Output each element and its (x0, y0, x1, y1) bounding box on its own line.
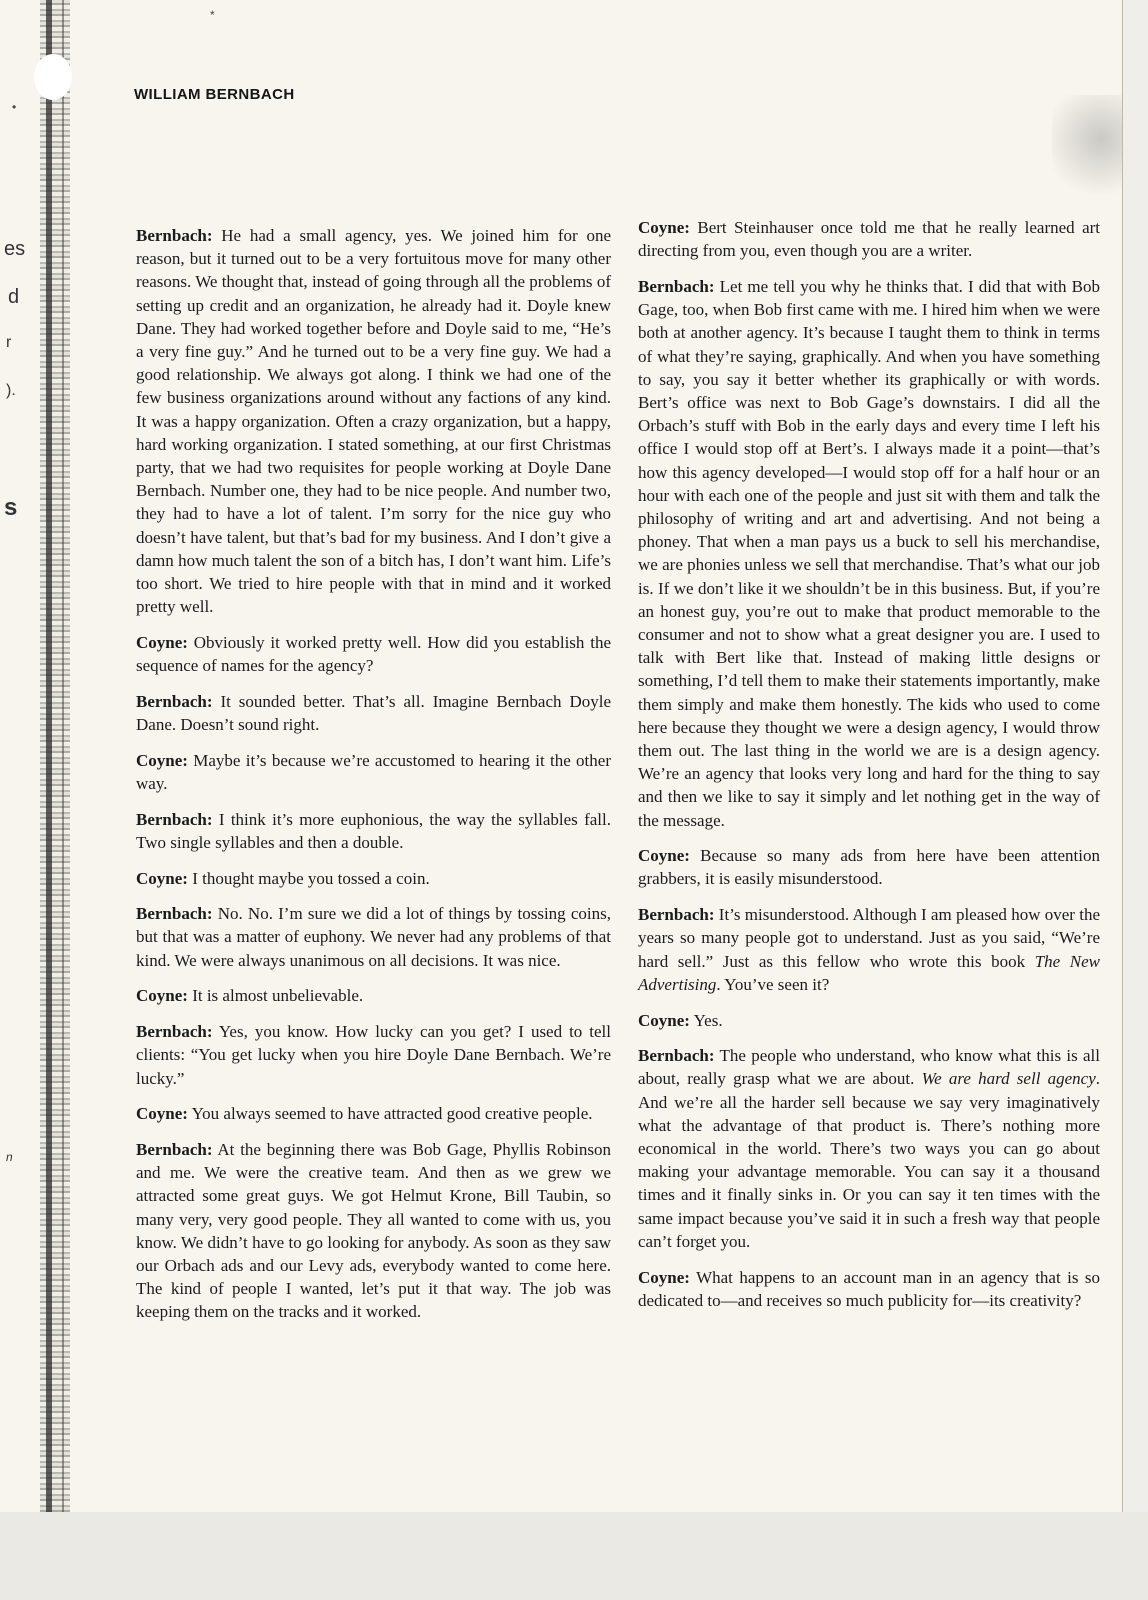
speaker: Bernbach: (136, 1022, 213, 1042)
dialogue-paragraph (136, 224, 611, 618)
margin-fragment: d (8, 286, 20, 308)
speaker: Coyne: (136, 868, 188, 888)
speaker: Coyne: (136, 750, 188, 770)
dialogue-text: It sounded better. That’s all. Imagine Bernbach Doyle Dane. Doesn’t sound right. (136, 691, 611, 735)
dialogue-text: What happens to an account man in an agency that is so dedicated to—and receives so much publicity for—its creativity? (638, 1267, 1100, 1310)
scan-binding-line (62, 0, 64, 1512)
book-title: The New Advertising (638, 951, 1101, 994)
speaker: Coyne: (638, 1267, 690, 1287)
margin-fragment: n (6, 1150, 13, 1164)
scan-binding-bar (46, 0, 52, 1512)
dialogue-paragraph (638, 1266, 1100, 1312)
scan-speck: • (12, 100, 17, 114)
dialogue-text: You always seemed to have attracted good creative people. (191, 1104, 593, 1124)
dialogue-paragraph (638, 844, 1100, 890)
dialogue-paragraph (638, 216, 1100, 262)
speaker: Coyne: (136, 632, 188, 652)
speaker: Bernbach: (136, 904, 213, 924)
dialogue-paragraph (136, 984, 611, 1007)
dialogue-text-continued: . And we’re all the harder sell because we say very imaginatively what the advantage of that product is. There’s nothing more economical in the world. There’s two ways you can go about making your advantage memorable. You can say it a thousand times and it finally sinks in. Or you can say it ten times with the same impact because you’ve said it in such a fresh way that people can’t forget you. (638, 1069, 1101, 1251)
dialogue-paragraph (136, 1138, 611, 1324)
speaker: Coyne: (638, 218, 690, 237)
speaker: Bernbach: (136, 226, 213, 245)
dialogue-paragraph (136, 749, 611, 795)
dialogue-paragraph (136, 1020, 611, 1090)
scan-binding-shadow (40, 0, 70, 1512)
dialogue-paragraph (136, 808, 611, 854)
speaker: Coyne: (136, 986, 188, 1006)
dialogue-text: I thought maybe you tossed a coin. (192, 868, 430, 888)
dialogue-text: Yes, you know. How lucky can you get? I used to tell clients: “You get lucky when you hire Doyle Dane Bernbach. We’re lucky.” (136, 1022, 611, 1088)
dialogue-text: No. No. I’m sure we did a lot of things by tossing coins, but that was a matter of euphony. We never had any problems of that kind. We were always unanimous on all decisions. It was nice. (136, 904, 612, 970)
dialogue-paragraph (638, 903, 1100, 996)
margin-fragment: s (4, 494, 18, 521)
speaker: Bernbach: (638, 1046, 715, 1066)
dialogue-text: He had a small agency, yes. We joined him for one reason, but it turned out to be a very fortuitous move for many other reasons. We thought that, instead of going through all the problems of setting up credit and an organization, he already had it. Doyle knew Dane. They had worked together before and Doyle said to me, “He’s a very fine guy.” And he turned out to be a very fine guy. We had a good relationship. We always got along. I think we had one of the few business organizations around without any factions of any kind. It was a happy organization. Often a crazy organization, but a happy, hard working organization. I stated something, at our first Christmas party, that we had two requisites for people working at Doyle Dane Bernbach. Number one, they had to be nice people. And number two, they had to have a lot of talent. I’m sorry for the nice guy who doesn’t have talent, but that’s bad for my business. And I don’t give a damn how much talent the son of a bitch has, I don’t want him. Life’s too short. We tried to hire people with that in mind and it worked pretty well. (136, 226, 612, 617)
speaker: Coyne: (638, 846, 690, 866)
dialogue-text: At the beginning there was Bob Gage, Phyllis Robinson and me. We were the creative team. And then as we grew we attracted some great guys. We got Helmut Krone, Bill Taubin, so many very, very good people. They all wanted to come with us, you know. We didn’t have to go looking for anybody. As soon as they saw our Orbach ads and our Levy ads, everybody wanted to come here. The kind of people I wanted, let’s put it that way. The job was keeping them on the tracks and it worked. (136, 1139, 611, 1322)
dialogue-paragraph (136, 1102, 611, 1125)
running-head: WILLIAM BERNBACH (134, 86, 295, 103)
speaker: Coyne: (638, 1010, 690, 1030)
dialogue-text: It is almost unbelievable. (192, 986, 364, 1006)
dialogue-text: Maybe it’s because we’re accustomed to hearing it the other way. (136, 750, 611, 793)
dialogue-paragraph (136, 690, 611, 736)
margin-fragment: es (4, 238, 26, 260)
left-column (136, 224, 611, 1336)
dialogue-text: I think it’s more euphonious, the way the syllables fall. Two single syllables and then a double. (136, 809, 611, 852)
emphasis: We are hard sell agency (921, 1069, 1096, 1089)
dialogue-paragraph (638, 1044, 1100, 1253)
dialogue-paragraph (136, 867, 611, 890)
speaker: Bernbach: (638, 276, 715, 296)
scan-background (0, 1512, 1148, 1600)
punch-hole (34, 54, 72, 100)
margin-fragment: ). (6, 382, 16, 399)
dialogue-text: Let me tell you why he thinks that. I did that with Bob Gage, too, when Bob first came with me. I hired him when we were both at another agency. It’s because I taught them to think in terms of what they’re saying, graphically. And when you have something to say, you say it better whether its graphically or with words. Bert’s office was next to Bob Gage’s downstairs. I did all the Orbach’s stuff with Bob in the early days and every time I left his office I would stop off at Bert’s. I always made it a point—that’s how this agency developed—I would stop off for a half hour or an hour with each one of the people and just sit with them and talk the philosophy of writing and art and advertising. And not being a phoney. That when a man pays us a buck to sell his merchandise, we are phonies unless we sell that merchandise. That’s what our job is. If we don’t like it we shouldn’t be in this business. But, if you’re an honest guy, you’re out to make that product memorable to the consumer and not to show what a great designer you are. I used to talk with Bert like that. Instead of making little designs or something, I’d tell them to make their statements importantly, make them simply and make them honestly. The kids who used to come here because they thought we were a design agency, I would throw them out. The last thing in the world we are is a design agency. We’re an agency that looks very long and hard for the thing to say and then we like to say it simply and let nothing get in the way of the message. (638, 276, 1100, 830)
speaker: Bernbach: (638, 905, 715, 925)
margin-fragment: r (6, 334, 12, 351)
dialogue-paragraph (136, 631, 611, 677)
page-right-edge (1122, 0, 1148, 1512)
dialogue-text: Because so many ads from here have been attention grabbers, it is easily misunderstood. (638, 846, 1100, 889)
dialogue-text: Obviously it worked pretty well. How did you establish the sequence of names for the agency? (136, 632, 611, 676)
speaker: Coyne: (136, 1104, 188, 1124)
dialogue-text: Yes. (693, 1010, 723, 1030)
dialogue-text: The people who understand, who know what this is all about, really grasp what we are about. (638, 1046, 1100, 1089)
dialogue-paragraph (638, 1009, 1100, 1032)
speaker: Bernbach: (136, 691, 213, 711)
scan-smudge (1052, 95, 1122, 205)
dialogue-paragraph (638, 275, 1100, 832)
scan-speck: * (210, 8, 215, 22)
dialogue-paragraph (136, 902, 611, 972)
dialogue-text: It’s misunderstood. Although I am pleased how over the years so many people got to understand. Just as you said, “We’re hard sell.” Just as this fellow who wrote this book (638, 905, 1100, 971)
speaker: Bernbach: (136, 809, 213, 829)
right-column (638, 216, 1100, 1324)
speaker: Bernbach: (136, 1139, 213, 1159)
dialogue-text: Bert Steinhauser once told me that he really learned art directing from you, even though you are a writer. (638, 218, 1101, 261)
dialogue-text-continued: . You’ve seen it? (716, 974, 830, 994)
